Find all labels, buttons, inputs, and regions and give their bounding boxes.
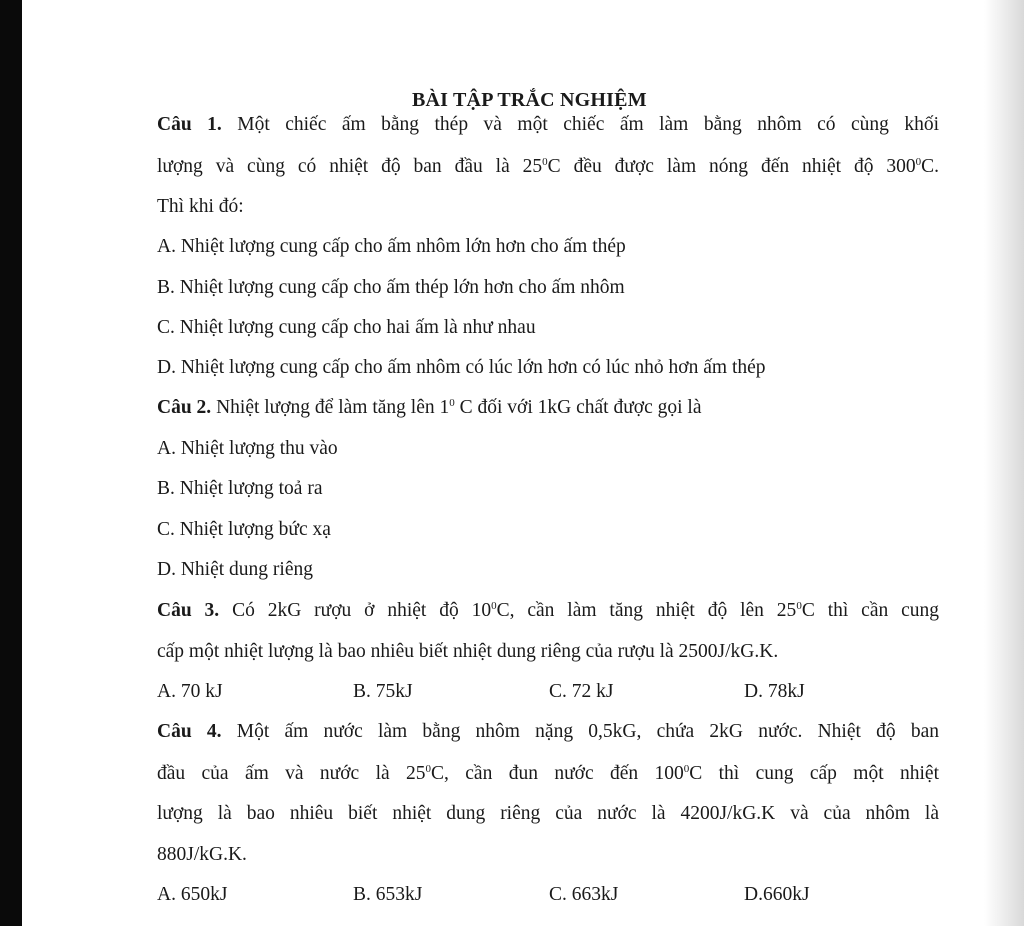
left-black-bar (0, 0, 22, 926)
q1-label: Câu 1. (157, 114, 222, 135)
q4-line-2: đầu của ấm và nước là $25^0C$, cần đun nước đến $100^0C$ thì cung cấp một nhiệt (157, 763, 939, 784)
q2-line-1: Câu 2. Nhiệt lượng để làm tăng lên $1^0$ C đối với 1kG chất được gọi là (157, 397, 702, 418)
q3-label: Câu 3. (157, 600, 220, 621)
q4-option-c: C. 663kJ (549, 884, 619, 905)
page-title: BÀI TẬP TRẮC NGHIỆM (412, 89, 647, 111)
q4-line-4: 880J/kG.K. (157, 844, 247, 865)
q1-option-b: B. Nhiệt lượng cung cấp cho ấm thép lớn hơn cho ấm nhôm (157, 277, 625, 298)
q3-option-c: C. 72 kJ (549, 681, 614, 702)
q3-line-2: cấp một nhiệt lượng là bao nhiêu biết nhiệt dung riêng của rượu là 2500J/kG.K. (157, 641, 779, 662)
q1-option-c: C. Nhiệt lượng cung cấp cho hai ấm là như nhau (157, 317, 536, 338)
q1-line-1: Câu 1. Một chiếc ấm bằng thép và một chiếc ấm làm bằng nhôm có cùng khối (157, 114, 939, 135)
q3-option-a: A. 70 kJ (157, 681, 223, 702)
q1-line-2: lượng và cùng có nhiệt độ ban đầu là $25^0C$ đều được làm nóng đến nhiệt độ $300^0C$. (157, 156, 939, 177)
q1-option-d: D. Nhiệt lượng cung cấp cho ấm nhôm có lúc lớn hơn có lúc nhỏ hơn ấm thép (157, 357, 766, 378)
q4-option-d: D.660kJ (744, 884, 810, 905)
q4-line-1: Câu 4. Một ấm nước làm bằng nhôm nặng 0,5kG, chứa 2kG nước. Nhiệt độ ban (157, 721, 939, 742)
q4-label: Câu 4. (157, 721, 222, 742)
q4-line-3: lượng là bao nhiêu biết nhiệt dung riêng của nước là 4200J/kG.K và của nhôm là (157, 803, 939, 824)
q2-option-c: C. Nhiệt lượng bức xạ (157, 519, 331, 540)
cut-off-next-line (157, 918, 947, 926)
q1-option-a: A. Nhiệt lượng cung cấp cho ấm nhôm lớn hơn cho ấm thép (157, 236, 626, 257)
q2-option-b: B. Nhiệt lượng toả ra (157, 478, 323, 499)
q4-option-b: B. 653kJ (353, 884, 423, 905)
q1-line-3: Thì khi đó: (157, 196, 244, 217)
q2-label: Câu 2. (157, 397, 212, 418)
q2-option-a: A. Nhiệt lượng thu vào (157, 438, 338, 459)
q3-option-d: D. 78kJ (744, 681, 805, 702)
q2-option-d: D. Nhiệt dung riêng (157, 559, 313, 580)
right-page-shadow (984, 0, 1024, 926)
q3-line-1: Câu 3. Có 2kG rượu ở nhiệt độ $10^0C$, cần làm tăng nhiệt độ lên $25^0C$ thì cần cung (157, 600, 939, 621)
q4-option-a: A. 650kJ (157, 884, 228, 905)
q3-option-b: B. 75kJ (353, 681, 413, 702)
